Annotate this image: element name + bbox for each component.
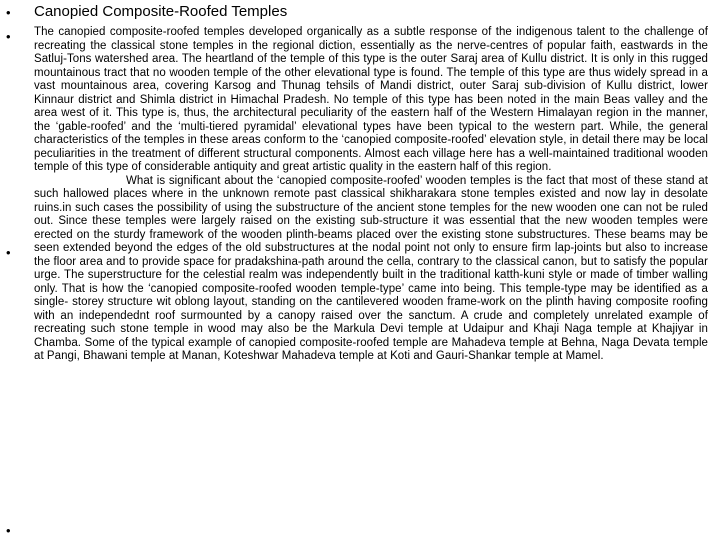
slide-title: Canopied Composite-Roofed Temples (34, 3, 288, 20)
paragraph-2-container (34, 175, 708, 364)
bullet-marker: • (6, 29, 11, 44)
paragraph-2: What is significant about the ‘canopied composite-roofed’ wooden temples is the fact that most of these stand at such hallowed places where in the unknown remote past classical shikharakara stone temples existed and now lay in desolate ruins.in such cases the possibility of using the substructure of the ancient stone temples for the new wooden one can not be ruled out. Since these temples were largely raised on the existing sub-structure it was essential that the new wooden temples were erected on the sturdy framework of the wooden plinth-beams placed over the existing stone substructures. These beams may be seen extended beyond the edges of the old substructures at the nodal point not only to ensure firm lap-joints but also to increase the floor area and to provide space for pradakshina-path around the cella, contrary to the classical canon, but to satisfy the popular urge. The superstructure for the celestial realm was independently built in the traditional katth-kuni style or made of timber walling only. That is how the ‘canopied composite-roofed wooden temple-type’ came into being. This temple-type may be identified as a single- storey structure wit oblong layout, standing on the cantilevered wooden frame-work on the plinth having composite roofing with an independednt roof surmounted by a canopy raised over the sanctum. A crude and completely unrelated example of recreating such stone temple in wood may also be the Markula Devi temple at Udaipur and Khaji Naga temple at Khajiyar in Chamba. Some of the typical example of canopied composite-roofed temple are Mahadeva temple at Behna, Naga Devata temple at Pangi, Bhawani temple at Manan, Koteshwar Mahadeva temple at Koti and Gauri-Shankar temple at Mamel. (34, 174, 708, 362)
paragraph-1: The canopied composite-roofed temples developed organically as a subtle response of the indigenous talent to the challenge of recreating the classical stone temples in the regional diction, essentially as the nerve-centres of popular faith, eastwards in the Satluj-Tons watershed area. The heartland of the temple of this type is the outer Saraj area of Kullu district. It is only in this rugged mountainous tract that no wooden temple of the other elevational type is found. The temple of this type are thus widely spread in a vast mountainous area, covering Karsog and Thunag tehsils of Mandi district, outer Saraj sub-division of Kullu district, lower Kinnaur district and Shimla district in Himachal Pradesh. No temple of this type has been noted in the main Beas valley and the area west of it. This type is, thus, the architectural peculiarity of the eastern half of the Western Himalayan region in the manner, the ‘gable-roofed’ and the ‘multi-tiered pyramidal’ elevational types have been typical to the western part. While, the general characteristics of the temples in these areas conform to the ‘canopied composite-roofed’ elevation style, in detail there may be local peculiarities in the treatment of different structural components. Almost each village here has a well-maintained traditional wooden temple of this type of considerable antiquity and great artistic quality in the eastern half of this region. (34, 26, 708, 173)
bullet-marker: • (6, 523, 11, 538)
bullet-marker: • (6, 5, 11, 20)
body-text (34, 26, 708, 364)
bullet-marker: • (6, 245, 11, 260)
